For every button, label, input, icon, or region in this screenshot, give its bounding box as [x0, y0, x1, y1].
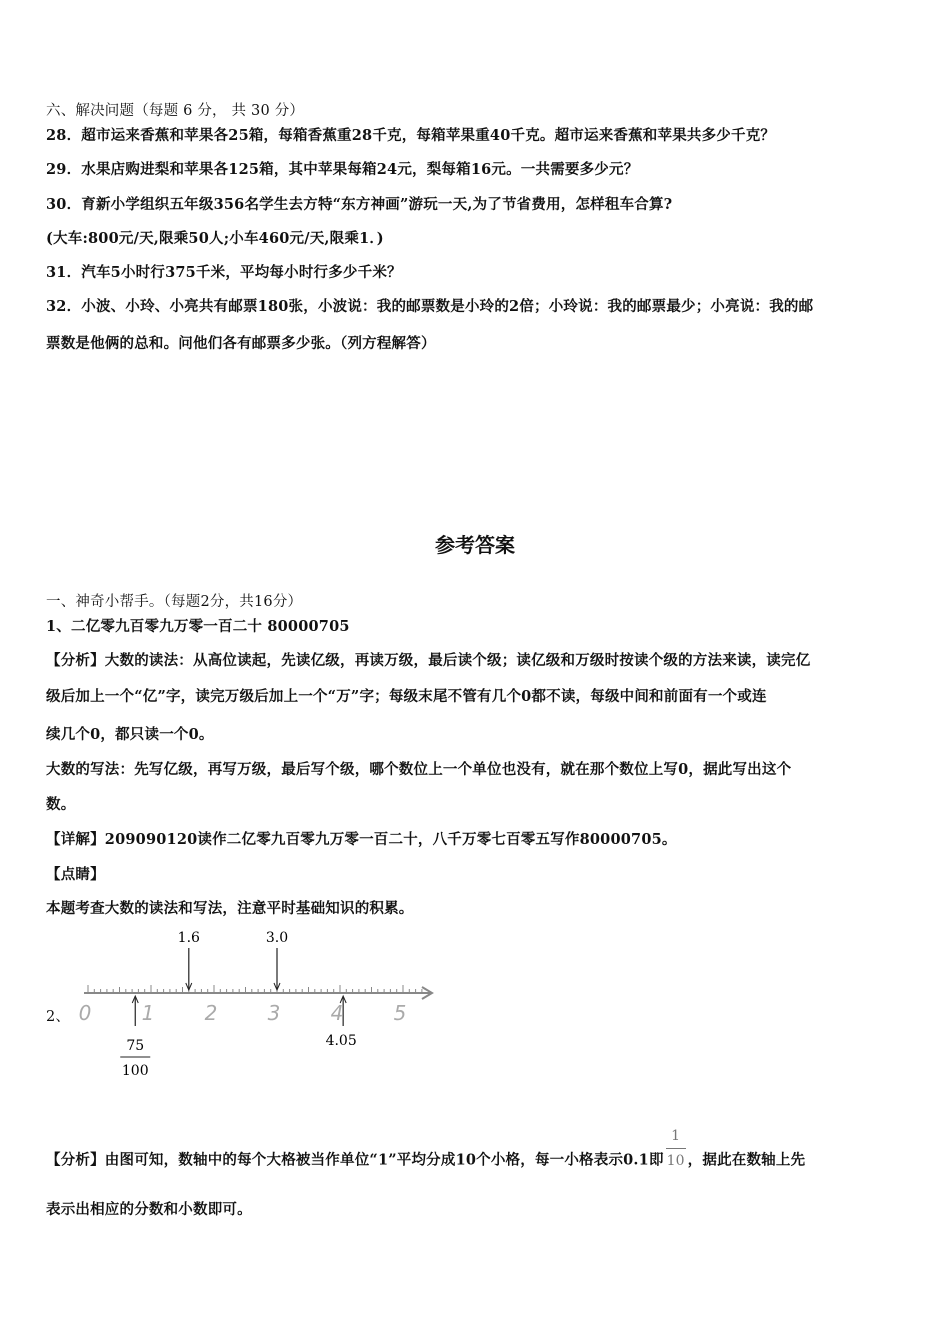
section-heading: 六、解决问题（每题 6 分， 共 30 分）: [46, 103, 305, 119]
analysis-line: 数。: [46, 796, 76, 813]
analysis-line: 大数的写法：先写亿级，再写万级，最后写个级，哪个数位上一个单位也没有，就在那个数位上写0，据此写出这个: [46, 761, 792, 778]
question-32-cont: 票数是他俩的总和。问他们各有邮票多少张。（列方程解答）: [46, 335, 436, 352]
analysis-line: 【分析】大数的读法：从高位读起，先读亿级，再读万级，最后读个级；读亿级和万级时按读个级的方法来读，读完亿: [46, 652, 811, 669]
answers-title: 参考答案: [435, 533, 515, 557]
mark-label: 3.0: [265, 930, 289, 946]
fraction-denominator: 10: [666, 1153, 685, 1169]
answer-2-label: 2、: [46, 1009, 71, 1025]
tip-label: 【点睛】: [46, 866, 105, 883]
tick-label: 3: [267, 1001, 281, 1025]
analysis-2: [46, 1128, 806, 1183]
analysis-2-post: ，据此在数轴上先: [687, 1151, 806, 1169]
tick-label: 0: [78, 1001, 92, 1025]
question-31: 31．汽车5小时行375千米，平均每小时行多少千米？: [46, 264, 402, 281]
detail-line: 【详解】209090120读作二亿零九百零九万零一百二十，八千万零七百零五写作80000705。: [46, 831, 677, 848]
tick-label: 4: [330, 1001, 344, 1025]
question-30: 30．育新小学组织五年级356名学生去方特“东方神画”游玩一天,为了节省费用，怎样租车合算?: [46, 196, 673, 213]
fraction-one-tenth: [666, 1126, 686, 1171]
answer-1: 1、二亿零九百零九万零一百二十 80000705: [46, 618, 350, 635]
analysis-2-cont: 表示出相应的分数和小数即可。: [46, 1201, 252, 1218]
mark-label: 4.05: [325, 1033, 357, 1049]
mark-label: 1.6: [177, 930, 200, 946]
number-line-figure: [70, 930, 470, 1090]
analysis-line: 续几个0，都只读一个0。: [46, 726, 214, 743]
fraction-numerator: 1: [671, 1128, 681, 1144]
question-29: 29．水果店购进梨和苹果各125箱，其中苹果每箱24元，梨每箱16元。一共需要多少元？: [46, 161, 639, 178]
tick-label: 1: [141, 1001, 155, 1025]
tick-label: 5: [393, 1001, 407, 1025]
analysis-2-pre: 【分析】由图可知，数轴中的每个大格被当作单位“1”平均分成10个小格，每一小格表示0.1即: [46, 1151, 664, 1169]
tip-text: 本题考查大数的读法和写法，注意平时基础知识的积累。: [46, 900, 414, 917]
question-32: 32．小波、小玲、小亮共有邮票180张，小波说：我的邮票数是小玲的2倍；小玲说：我的邮票最少；小亮说：我的邮: [46, 298, 814, 315]
tick-label: 2: [204, 1001, 218, 1025]
mark-fraction-denominator: 100: [121, 1063, 149, 1079]
answers-section-heading: 一、神奇小帮手。（每题2分，共16分）: [46, 594, 303, 610]
mark-fraction-numerator: 75: [126, 1038, 145, 1054]
question-30-note: (大车:800元/天,限乘50人;小车460元/天,限乘1．): [46, 230, 384, 247]
analysis-line: 级后加上一个“亿”字，读完万级后加上一个“万”字；每级末尾不管有几个0都不读，每级中间和前面有一个或连: [46, 688, 767, 705]
question-28: 28．超市运来香蕉和苹果各25箱，每箱香蕉重28千克，每箱苹果重40千克。超市运来香蕉和苹果共多少千克？: [46, 127, 776, 144]
